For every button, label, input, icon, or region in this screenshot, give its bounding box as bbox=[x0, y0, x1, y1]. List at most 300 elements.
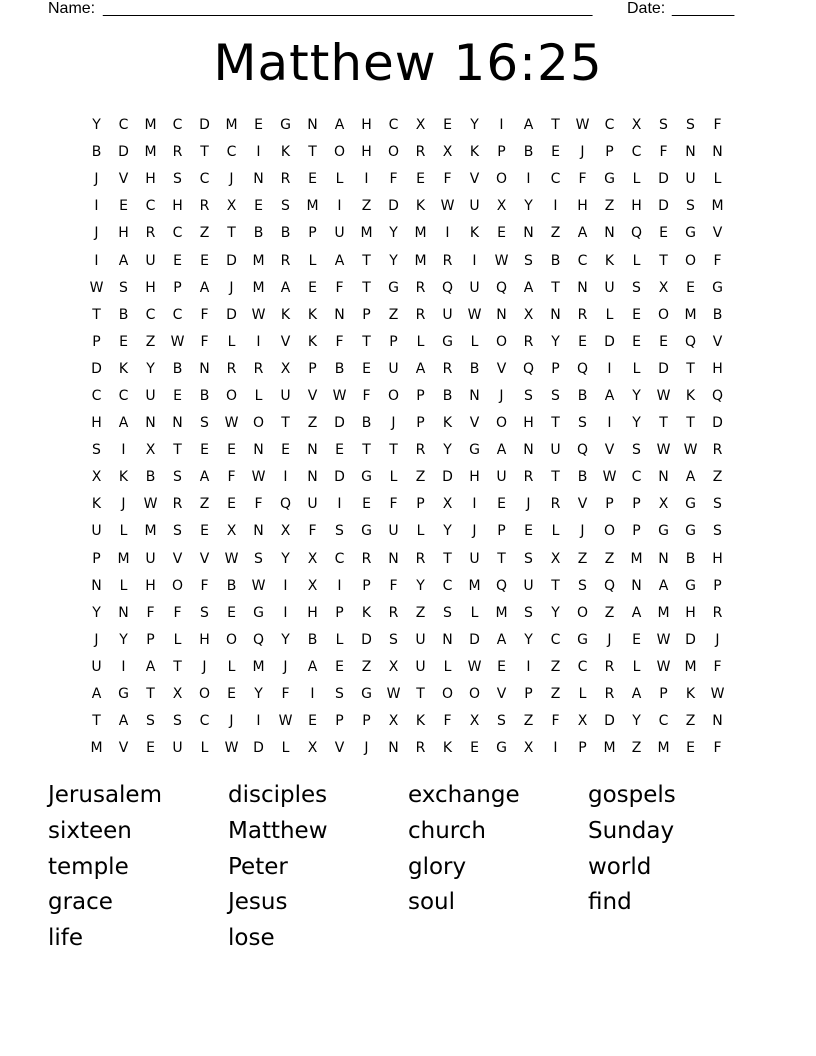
grid-letter: B bbox=[334, 360, 345, 377]
grid-letter: H bbox=[145, 577, 156, 594]
grid-letter: W bbox=[656, 658, 671, 675]
grid-letter: D bbox=[658, 360, 669, 377]
grid-letter: F bbox=[227, 469, 236, 486]
word-bank-item: disciples bbox=[228, 782, 328, 808]
grid-letter: Z bbox=[523, 713, 534, 730]
grid-letter: H bbox=[631, 198, 642, 215]
grid-letter: X bbox=[658, 279, 669, 296]
grid-letter: G bbox=[685, 577, 696, 594]
grid-letter: X bbox=[307, 550, 318, 567]
grid-letter: J bbox=[229, 713, 234, 730]
grid-letter: X bbox=[550, 550, 561, 567]
grid-letter: N bbox=[712, 144, 723, 161]
grid-letter: M bbox=[657, 740, 670, 757]
grid-letter: B bbox=[577, 469, 588, 486]
grid-letter: A bbox=[496, 442, 507, 459]
grid-letter: Z bbox=[712, 469, 723, 486]
grid-letter: E bbox=[659, 333, 668, 350]
grid-letter: S bbox=[173, 171, 182, 188]
grid-letter: O bbox=[495, 415, 508, 432]
grid-letter: W bbox=[224, 550, 239, 567]
word-bank-item: Jerusalem bbox=[48, 782, 162, 808]
grid-letter: N bbox=[550, 306, 561, 323]
grid-letter: B bbox=[550, 252, 561, 269]
grid-letter: X bbox=[145, 442, 156, 459]
grid-letter: T bbox=[686, 415, 695, 432]
grid-letter: M bbox=[90, 740, 103, 757]
grid-row bbox=[83, 437, 731, 464]
grid-letter: J bbox=[202, 658, 207, 675]
word-bank-item: soul bbox=[408, 889, 456, 916]
grid-letter: A bbox=[280, 279, 291, 296]
grid-letter: L bbox=[605, 306, 614, 323]
grid-letter: U bbox=[442, 306, 453, 323]
grid-letter: T bbox=[92, 306, 101, 323]
grid-letter: Z bbox=[604, 198, 615, 215]
grid-letter: N bbox=[658, 469, 669, 486]
grid-letter: I bbox=[553, 198, 558, 215]
word-bank-item: world bbox=[588, 853, 652, 880]
grid-letter: T bbox=[308, 144, 317, 161]
grid-letter: T bbox=[551, 415, 560, 432]
grid-letter: O bbox=[495, 171, 508, 188]
grid-letter: A bbox=[658, 577, 669, 594]
grid-letter: I bbox=[445, 225, 450, 242]
word-bank-item: Jesus bbox=[228, 889, 288, 916]
grid-letter: X bbox=[172, 686, 183, 703]
grid-letter: S bbox=[524, 252, 533, 269]
grid-letter: F bbox=[389, 577, 398, 594]
grid-letter: C bbox=[388, 117, 399, 134]
grid-letter: H bbox=[172, 198, 183, 215]
grid-letter: J bbox=[526, 496, 531, 513]
grid-letter: D bbox=[334, 469, 345, 486]
grid-letter: G bbox=[253, 604, 264, 621]
grid-letter: N bbox=[307, 442, 318, 459]
grid-letter: I bbox=[337, 496, 342, 513]
grid-letter: T bbox=[362, 333, 371, 350]
grid-letter: E bbox=[119, 333, 128, 350]
grid-letter: L bbox=[632, 658, 641, 675]
grid-letter: M bbox=[252, 658, 265, 675]
grid-letter: L bbox=[416, 523, 425, 540]
grid-letter: M bbox=[684, 306, 697, 323]
grid-letter: R bbox=[604, 686, 615, 703]
grid-letter: R bbox=[550, 496, 561, 513]
grid-letter: N bbox=[685, 144, 696, 161]
grid-letter: A bbox=[604, 387, 615, 404]
grid-letter: C bbox=[550, 171, 561, 188]
grid-letter: A bbox=[118, 713, 129, 730]
grid-letter: B bbox=[172, 360, 183, 377]
grid-letter: P bbox=[308, 360, 317, 377]
grid-letter: Y bbox=[281, 550, 290, 567]
grid-letter: I bbox=[499, 117, 504, 134]
grid-letter: Y bbox=[551, 333, 560, 350]
grid-letter: X bbox=[523, 740, 534, 757]
grid-letter: L bbox=[632, 171, 641, 188]
grid-letter: W bbox=[575, 117, 590, 134]
date-label: Date: bbox=[627, 0, 666, 17]
grid-letter: I bbox=[283, 577, 288, 594]
grid-letter: O bbox=[252, 415, 265, 432]
grid-letter: P bbox=[92, 333, 101, 350]
grid-letter: A bbox=[496, 631, 507, 648]
grid-letter: H bbox=[145, 279, 156, 296]
grid-letter: X bbox=[388, 658, 399, 675]
grid-letter: F bbox=[713, 658, 722, 675]
grid-letter: N bbox=[388, 550, 399, 567]
grid-letter: B bbox=[469, 360, 480, 377]
grid-letter: D bbox=[388, 198, 399, 215]
grid-letter: N bbox=[307, 469, 318, 486]
grid-letter: J bbox=[94, 225, 99, 242]
grid-letter: O bbox=[603, 523, 616, 540]
grid-letter: Y bbox=[92, 117, 101, 134]
grid-letter: P bbox=[416, 415, 425, 432]
grid-letter: E bbox=[308, 279, 317, 296]
grid-letter: K bbox=[685, 686, 696, 703]
grid-letter: S bbox=[659, 117, 668, 134]
grid-letter: J bbox=[715, 631, 720, 648]
grid-letter: W bbox=[467, 658, 482, 675]
grid-letter: N bbox=[631, 577, 642, 594]
grid-letter: C bbox=[118, 387, 129, 404]
grid-letter: P bbox=[362, 577, 371, 594]
grid-letter: Y bbox=[443, 442, 452, 459]
grid-letter: F bbox=[659, 144, 668, 161]
grid-letter: C bbox=[658, 713, 669, 730]
grid-letter: Y bbox=[632, 713, 641, 730]
grid-letter: R bbox=[145, 225, 156, 242]
grid-letter: M bbox=[117, 550, 130, 567]
grid-letter: S bbox=[578, 415, 587, 432]
grid-letter: J bbox=[229, 171, 234, 188]
grid-letter: Q bbox=[522, 360, 535, 377]
grid-letter: S bbox=[632, 279, 641, 296]
grid-letter: F bbox=[713, 252, 722, 269]
grid-letter: E bbox=[146, 740, 155, 757]
grid-letter: P bbox=[497, 144, 506, 161]
grid-letter: P bbox=[416, 496, 425, 513]
grid-letter: A bbox=[685, 469, 696, 486]
grid-letter: U bbox=[415, 658, 426, 675]
grid-letter: O bbox=[468, 686, 481, 703]
grid-letter: N bbox=[496, 306, 507, 323]
grid-letter: U bbox=[496, 469, 507, 486]
grid-letter: N bbox=[469, 387, 480, 404]
grid-letter: U bbox=[91, 523, 102, 540]
grid-letter: S bbox=[686, 198, 695, 215]
grid-row bbox=[83, 735, 731, 762]
grid-letter: Z bbox=[550, 658, 561, 675]
grid-letter: D bbox=[226, 306, 237, 323]
grid-letter: X bbox=[280, 360, 291, 377]
grid-letter: T bbox=[200, 144, 209, 161]
grid-letter: Z bbox=[361, 658, 372, 675]
grid-letter: H bbox=[307, 604, 318, 621]
grid-letter: B bbox=[307, 631, 318, 648]
grid-letter: N bbox=[442, 631, 453, 648]
grid-letter: S bbox=[524, 604, 533, 621]
grid-letter: I bbox=[121, 442, 126, 459]
grid-letter: I bbox=[94, 198, 99, 215]
grid-letter: P bbox=[389, 333, 398, 350]
grid-letter: W bbox=[278, 713, 293, 730]
grid-letter: C bbox=[91, 387, 102, 404]
word-bank-item: sixteen bbox=[48, 817, 132, 844]
grid-letter: O bbox=[171, 577, 184, 594]
grid-letter: Z bbox=[145, 333, 156, 350]
grid-letter: D bbox=[91, 360, 102, 377]
grid-letter: B bbox=[91, 144, 102, 161]
grid-letter: G bbox=[442, 333, 453, 350]
grid-letter: J bbox=[283, 658, 288, 675]
grid-letter: I bbox=[256, 144, 261, 161]
word-search-grid bbox=[83, 112, 731, 762]
grid-letter: L bbox=[632, 360, 641, 377]
grid-letter: G bbox=[685, 225, 696, 242]
grid-letter: E bbox=[119, 198, 128, 215]
grid-letter: O bbox=[387, 144, 400, 161]
grid-letter: S bbox=[389, 631, 398, 648]
grid-letter: T bbox=[443, 550, 452, 567]
grid-letter: I bbox=[526, 171, 531, 188]
grid-letter: N bbox=[658, 550, 669, 567]
grid-letter: H bbox=[118, 225, 129, 242]
word-bank-item: life bbox=[48, 925, 84, 951]
grid-letter: V bbox=[280, 333, 291, 350]
grid-letter: E bbox=[200, 252, 209, 269]
grid-letter: S bbox=[713, 496, 722, 513]
grid-letter: M bbox=[225, 117, 238, 134]
grid-letter: K bbox=[307, 306, 318, 323]
grid-letter: I bbox=[283, 604, 288, 621]
grid-letter: C bbox=[442, 577, 453, 594]
grid-letter: E bbox=[551, 144, 560, 161]
grid-letter: T bbox=[551, 577, 560, 594]
grid-letter: B bbox=[442, 387, 453, 404]
grid-letter: C bbox=[172, 225, 183, 242]
grid-letter: H bbox=[199, 631, 210, 648]
grid-letter: P bbox=[578, 740, 587, 757]
grid-letter: F bbox=[146, 604, 155, 621]
grid-letter: P bbox=[632, 496, 641, 513]
grid-letter: A bbox=[523, 279, 534, 296]
grid-letter: X bbox=[226, 198, 237, 215]
grid-letter: A bbox=[118, 415, 129, 432]
grid-letter: N bbox=[199, 360, 210, 377]
grid-letter: P bbox=[632, 523, 641, 540]
grid-letter: P bbox=[335, 604, 344, 621]
grid-letter: R bbox=[523, 333, 534, 350]
grid-letter: U bbox=[307, 496, 318, 513]
grid-letter: Q bbox=[630, 225, 643, 242]
grid-letter: N bbox=[334, 306, 345, 323]
grid-letter: I bbox=[256, 333, 261, 350]
grid-row bbox=[83, 139, 731, 166]
grid-letter: O bbox=[333, 144, 346, 161]
grid-letter: R bbox=[604, 658, 615, 675]
grid-letter: W bbox=[251, 306, 266, 323]
grid-letter: M bbox=[603, 740, 616, 757]
grid-letter: D bbox=[334, 415, 345, 432]
grid-letter: L bbox=[119, 577, 128, 594]
grid-letter: D bbox=[658, 171, 669, 188]
grid-row bbox=[83, 600, 731, 627]
grid-letter: G bbox=[496, 740, 507, 757]
grid-row bbox=[83, 491, 731, 518]
grid-letter: L bbox=[227, 658, 236, 675]
grid-letter: L bbox=[335, 171, 344, 188]
grid-letter: W bbox=[467, 306, 482, 323]
grid-letter: V bbox=[118, 171, 129, 188]
grid-letter: T bbox=[416, 686, 425, 703]
grid-letter: Y bbox=[254, 686, 263, 703]
grid-letter: S bbox=[173, 469, 182, 486]
grid-letter: V bbox=[577, 496, 588, 513]
grid-letter: K bbox=[604, 252, 615, 269]
grid-letter: E bbox=[281, 442, 290, 459]
grid-letter: C bbox=[577, 658, 588, 675]
grid-letter: P bbox=[146, 631, 155, 648]
grid-letter: V bbox=[496, 360, 507, 377]
grid-letter: Y bbox=[416, 577, 425, 594]
grid-letter: V bbox=[118, 740, 129, 757]
grid-letter: J bbox=[499, 387, 504, 404]
grid-letter: X bbox=[226, 523, 237, 540]
grid-letter: L bbox=[254, 387, 263, 404]
grid-letter: E bbox=[308, 171, 317, 188]
grid-letter: E bbox=[362, 360, 371, 377]
grid-letter: R bbox=[415, 144, 426, 161]
grid-letter: F bbox=[200, 333, 209, 350]
grid-letter: Y bbox=[146, 360, 155, 377]
grid-letter: D bbox=[118, 144, 129, 161]
grid-letter: R bbox=[577, 306, 588, 323]
grid-letter: R bbox=[712, 604, 723, 621]
grid-row bbox=[83, 193, 731, 220]
grid-letter: R bbox=[280, 252, 291, 269]
grid-letter: I bbox=[472, 252, 477, 269]
grid-letter: U bbox=[388, 523, 399, 540]
grid-letter: S bbox=[551, 387, 560, 404]
grid-letter: B bbox=[361, 415, 372, 432]
word-bank-item: church bbox=[408, 817, 486, 844]
grid-letter: M bbox=[495, 604, 508, 621]
grid-letter: F bbox=[335, 279, 344, 296]
grid-letter: R bbox=[361, 550, 372, 567]
grid-letter: S bbox=[200, 604, 209, 621]
grid-letter: C bbox=[334, 550, 345, 567]
grid-letter: Q bbox=[441, 279, 454, 296]
grid-letter: F bbox=[443, 171, 452, 188]
grid-letter: U bbox=[145, 550, 156, 567]
grid-letter: J bbox=[121, 496, 126, 513]
grid-letter: S bbox=[632, 442, 641, 459]
grid-letter: E bbox=[335, 442, 344, 459]
grid-letter: Z bbox=[685, 713, 696, 730]
grid-letter: H bbox=[712, 360, 723, 377]
grid-letter: E bbox=[308, 713, 317, 730]
grid-letter: E bbox=[362, 496, 371, 513]
grid-letter: P bbox=[173, 279, 182, 296]
grid-letter: S bbox=[335, 523, 344, 540]
grid-letter: R bbox=[415, 740, 426, 757]
grid-letter: G bbox=[604, 171, 615, 188]
grid-letter: Z bbox=[388, 306, 399, 323]
grid-letter: V bbox=[307, 387, 318, 404]
grid-letter: Q bbox=[576, 442, 589, 459]
grid-letter: K bbox=[280, 306, 291, 323]
grid-letter: C bbox=[199, 171, 210, 188]
grid-letter: X bbox=[307, 740, 318, 757]
grid-letter: S bbox=[281, 198, 290, 215]
grid-letter: A bbox=[307, 658, 318, 675]
grid-letter: W bbox=[656, 387, 671, 404]
grid-letter: S bbox=[335, 686, 344, 703]
grid-letter: A bbox=[145, 658, 156, 675]
grid-letter: L bbox=[416, 333, 425, 350]
grid-letter: M bbox=[684, 658, 697, 675]
grid-letter: W bbox=[170, 333, 185, 350]
grid-letter: M bbox=[468, 577, 481, 594]
grid-letter: R bbox=[523, 469, 534, 486]
grid-letter: F bbox=[713, 740, 722, 757]
grid-letter: E bbox=[443, 117, 452, 134]
grid-letter: U bbox=[550, 442, 561, 459]
grid-letter: Y bbox=[389, 225, 398, 242]
grid-letter: J bbox=[94, 631, 99, 648]
grid-letter: K bbox=[307, 333, 318, 350]
grid-letter: W bbox=[656, 631, 671, 648]
grid-letter: G bbox=[118, 686, 129, 703]
grid-letter: P bbox=[416, 387, 425, 404]
grid-letter: R bbox=[442, 252, 453, 269]
grid-letter: R bbox=[442, 360, 453, 377]
grid-letter: Z bbox=[550, 686, 561, 703]
grid-letter: P bbox=[362, 713, 371, 730]
grid-letter: T bbox=[362, 279, 371, 296]
grid-letter: T bbox=[497, 550, 506, 567]
grid-letter: R bbox=[253, 360, 264, 377]
grid-letter: Q bbox=[711, 387, 724, 404]
page-title: Matthew 16:25 bbox=[213, 34, 603, 92]
grid-letter: E bbox=[632, 631, 641, 648]
grid-letter: W bbox=[89, 279, 104, 296]
grid-letter: M bbox=[306, 198, 319, 215]
grid-letter: B bbox=[523, 144, 534, 161]
grid-letter: L bbox=[335, 631, 344, 648]
grid-row bbox=[83, 329, 731, 356]
grid-row bbox=[83, 410, 731, 437]
grid-letter: E bbox=[173, 252, 182, 269]
grid-letter: E bbox=[659, 225, 668, 242]
grid-letter: N bbox=[91, 577, 102, 594]
grid-letter: L bbox=[470, 604, 479, 621]
grid-letter: X bbox=[415, 117, 426, 134]
grid-letter: Z bbox=[415, 604, 426, 621]
grid-letter: V bbox=[496, 686, 507, 703]
grid-letter: B bbox=[199, 387, 210, 404]
grid-letter: S bbox=[254, 550, 263, 567]
grid-letter: W bbox=[332, 387, 347, 404]
grid-row bbox=[83, 627, 731, 654]
grid-letter: V bbox=[712, 225, 723, 242]
grid-row bbox=[83, 302, 731, 329]
grid-letter: A bbox=[199, 279, 210, 296]
grid-letter: T bbox=[659, 415, 668, 432]
